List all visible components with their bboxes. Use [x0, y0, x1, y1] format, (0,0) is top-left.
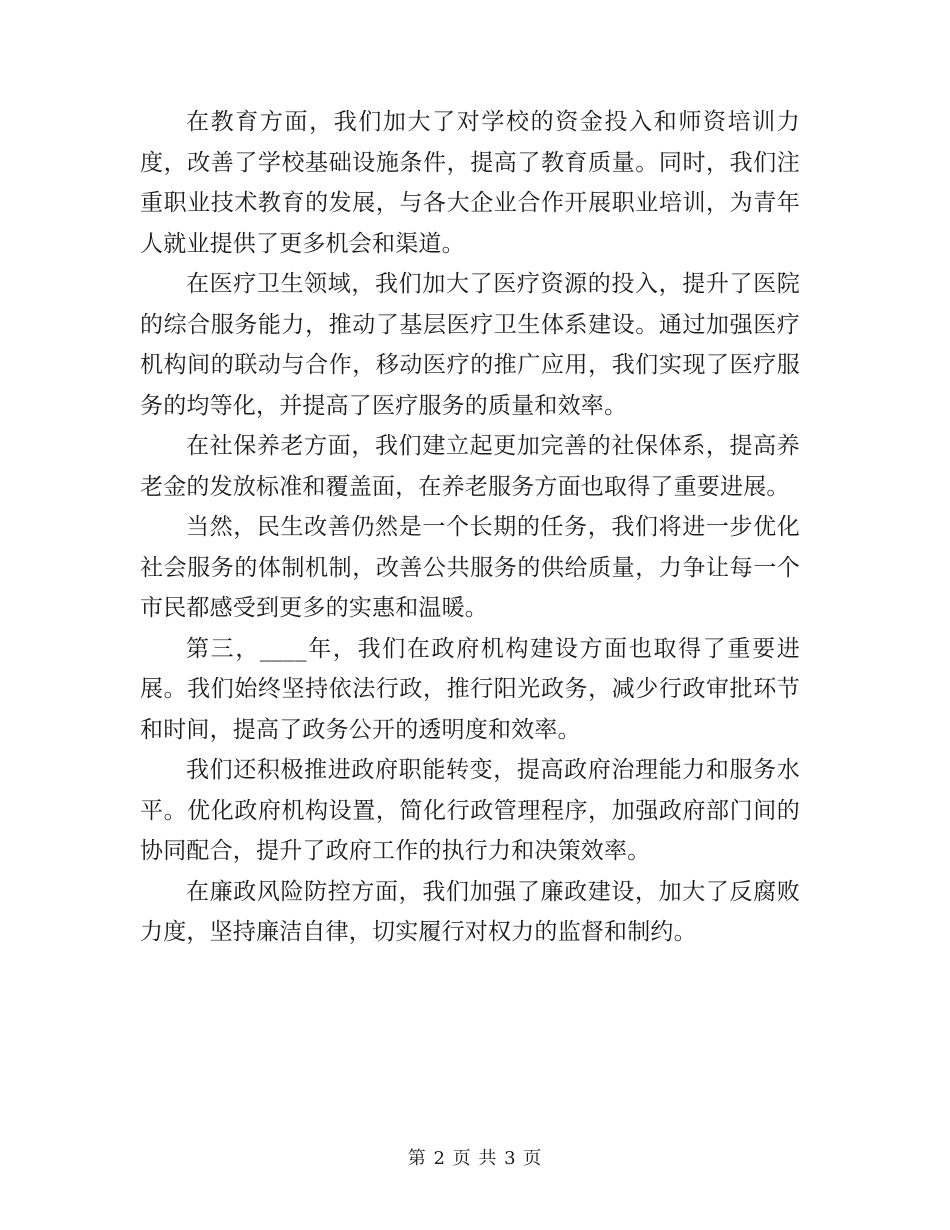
paragraph-healthcare: 在医疗卫生领域，我们加大了医疗资源的投入，提升了医院的综合服务能力，推动了基层医疗卫生体系建设。通过加强医疗机构间的联动与合作，移动医疗的推广应用，我们实现了医疗服务的均等化，并提高了医疗服务的质量和效率。	[140, 271, 800, 419]
paragraph-livelihood: 当然，民生改善仍然是一个长期的任务，我们将进一步优化社会服务的体制机制，改善公共服务的供给质量，力争让每一个市民都感受到更多的实惠和温暖。	[140, 514, 800, 621]
page-footer: 第 2 页 共 3 页	[407, 1148, 543, 1169]
document-body	[140, 102, 800, 953]
paragraph-social-security: 在社保养老方面，我们建立起更加完善的社保体系，提高养老金的发放标准和覆盖面，在养老服务方面也取得了重要进展。	[140, 433, 800, 500]
paragraph-government-building: 第三，____年，我们在政府机构建设方面也取得了重要进展。我们始终坚持依法行政，推行阳光政务，减少行政审批环节和时间，提高了政务公开的透明度和效率。	[140, 635, 800, 743]
paragraph-government-functions: 我们还积极推进政府职能转变，提高政府治理能力和服务水平。优化政府机构设置，简化行政管理程序，加强政府部门间的协同配合，提升了政府工作的执行力和决策效率。	[140, 757, 800, 864]
paragraph-education: 在教育方面，我们加大了对学校的资金投入和师资培训力度，改善了学校基础设施条件，提高了教育质量。同时，我们注重职业技术教育的发展，与各大企业合作开展职业培训，为青年人就业提供了更多机会和渠道。	[140, 109, 800, 257]
paragraph-anti-corruption: 在廉政风险防控方面，我们加强了廉政建设，加大了反腐败力度，坚持廉洁自律，切实履行对权力的监督和制约。	[140, 878, 800, 945]
